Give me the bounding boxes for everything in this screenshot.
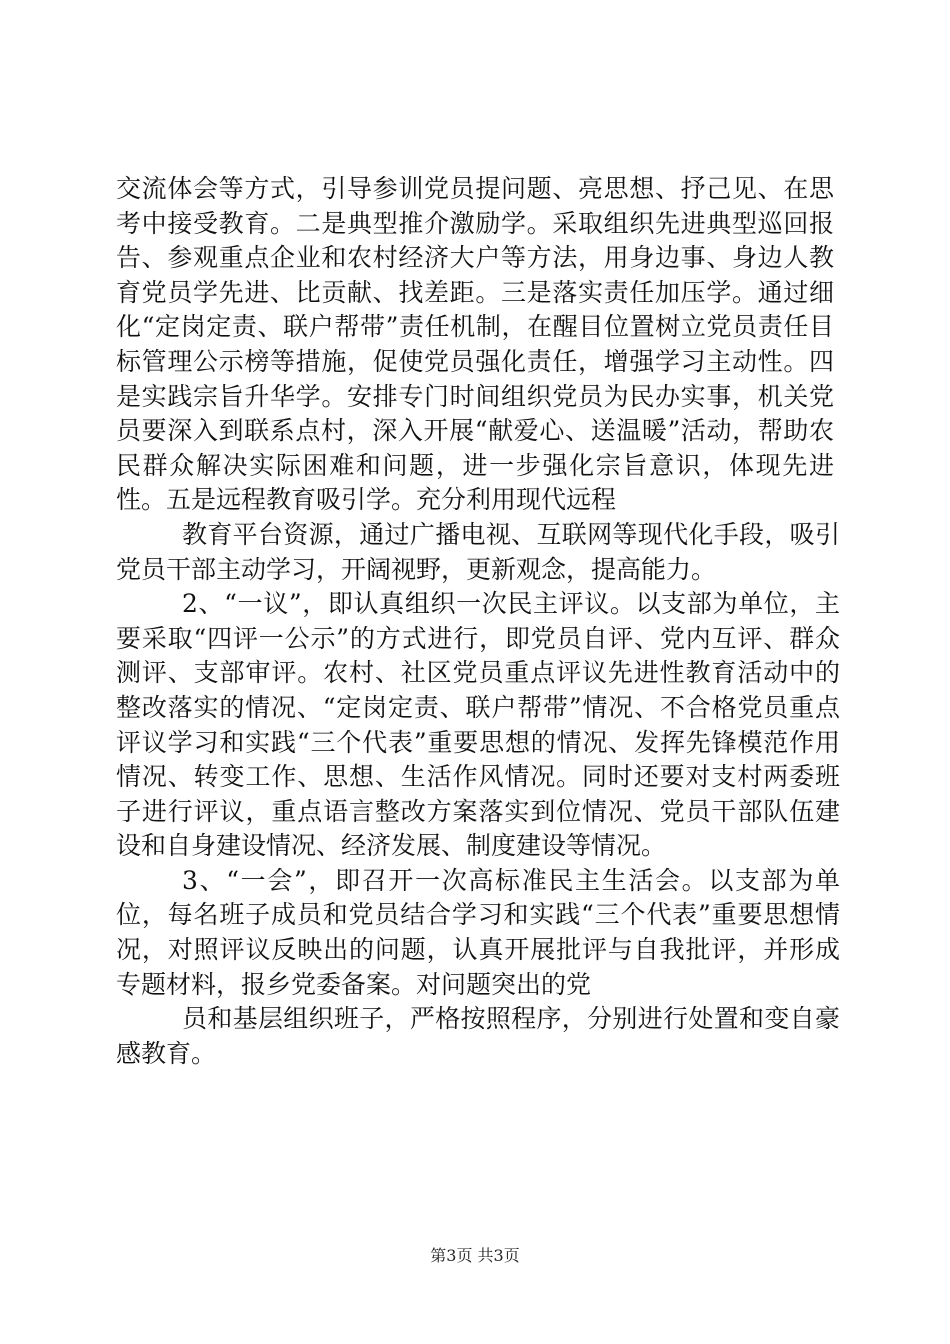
paragraph-3: 2、“一议”，即认真组织一次民主评议。以支部为单位，主要采取“四评一公示”的方式进行，即党员自评、党内互评、群众测评、支部审评。农村、社区党员重点评议先进性教育活动中的整改落实的情况、“定岗定责、联户帮带”情况、不合格党员重点评议学习和实践“三个代表”重要思想的情况、发挥先锋模范作用情况、转变工作、思想、生活作风情况。同时还要对支村两委班子进行评议，重点语言整改方案落实到位情况、党员干部队伍建设和自身建设情况、经济发展、制度建设等情况。 bbox=[116, 589, 840, 861]
paragraph-2: 教育平台资源，通过广播电视、互联网等现代化手段，吸引党员干部主动学习，开阔视野，更新观念，提高能力。 bbox=[116, 519, 840, 584]
paragraph-1: 交流体会等方式，引导参训党员提问题、亮思想、抒己见、在思考中接受教育。二是典型推介激励学。采取组织先进典型巡回报告、参观重点企业和农村经济大户等方法，用身边事、身边人教育党员学先进、比贡献、找差距。三是落实责任加压学。通过细化“定岗定责、联户帮带”责任机制，在醒目位置树立党员责任目标管理公示榜等措施，促使党员强化责任，增强学习主动性。四是实践宗旨升华学。安排专门时间组织党员为民办实事，机关党员要深入到联系点村，深入开展“献爱心、送温暖”活动，帮助农民群众解决实际困难和问题，进一步强化宗旨意识，体现先进性。五是远程教育吸引学。充分利用现代远程 bbox=[116, 174, 834, 515]
page-number-footer: 第3页 共3页 bbox=[430, 1246, 520, 1265]
document-body bbox=[116, 172, 840, 1071]
paragraph-4: 3、“一会”，即召开一次高标准民主生活会。以支部为单位，每名班子成员和党员结合学习和实践“三个代表”重要思想情况，对照评议反映出的问题，认真开展批评与自我批评，并形成专题材料，报乡党委备案。对问题突出的党 bbox=[116, 865, 840, 999]
paragraph-5: 员和基层组织班子，严格按照程序，分别进行处置和变自豪感教育。 bbox=[116, 1004, 840, 1068]
